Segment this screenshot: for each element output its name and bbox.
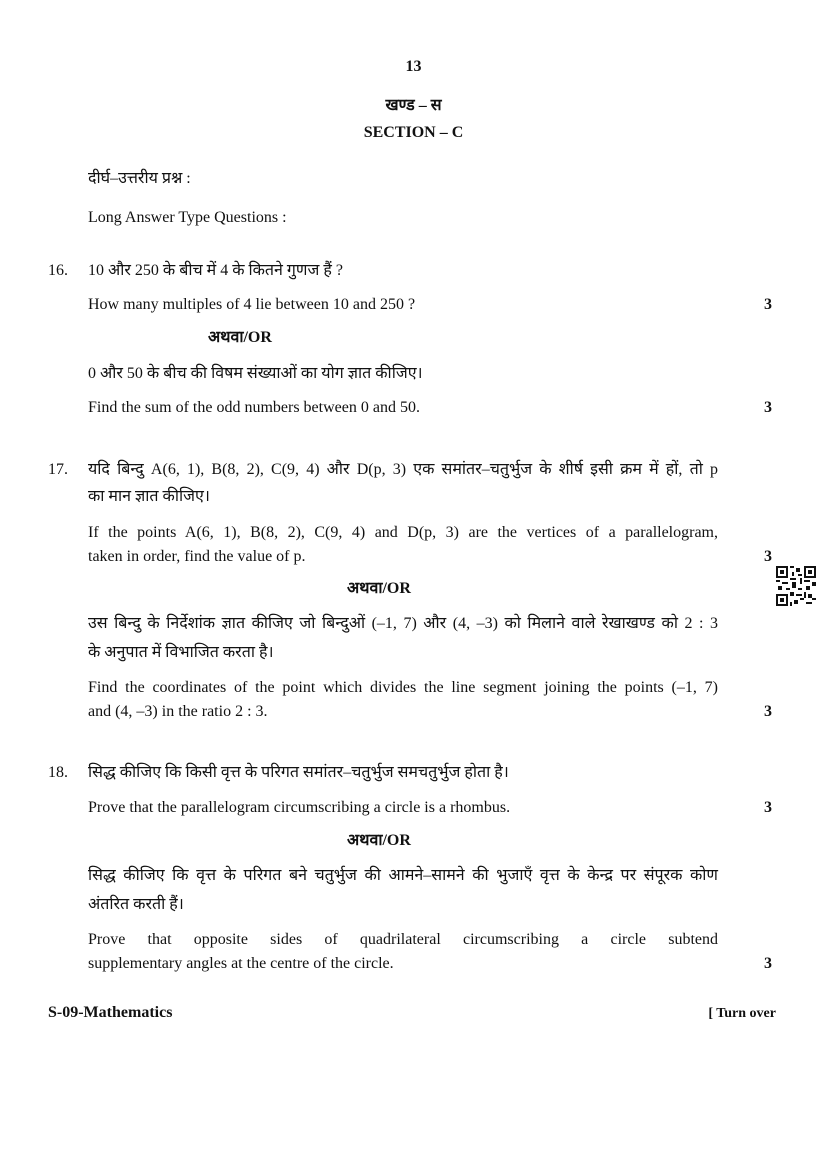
question-hindi-line-1: यदि बिन्दु A(6, 1), B(8, 2), C(9, 4) और D(p, 3) एक समांतर–चतुर्भुज के शीर्ष इसी क्रम में हों, तो p: [88, 461, 718, 478]
alt-question-hindi-line-1: सिद्ध कीजिए कि वृत्त के परिगत बने चतुर्भुज की आमने–सामने की भुजाएँ वृत्त के केन्द्र पर संपूरक कोण: [88, 867, 718, 884]
alt-question-english: Find the sum of the odd numbers between 0 and 50.: [88, 399, 420, 416]
question-hindi: 10 और 250 के बीच में 4 के कितने गुणज हैं ?: [88, 262, 343, 279]
alt-question-english-line-1: Find the coordinates of the point which divides the line segment joining the points (–1, 7): [88, 679, 718, 696]
or-label: अथवा/OR: [347, 832, 411, 849]
intro-english: Long Answer Type Questions :: [88, 209, 287, 226]
qr-code-icon: [776, 566, 816, 606]
question-number: 16.: [48, 262, 68, 279]
question-english-line-2: taken in order, find the value of p.: [88, 548, 306, 565]
marks: 3: [764, 399, 772, 416]
marks: 3: [764, 548, 772, 565]
question-hindi: सिद्ध कीजिए कि किसी वृत्त के परिगत समांतर–चतुर्भुज समचतुर्भुज होता है।: [88, 764, 509, 781]
alt-question-english-line-2: and (4, –3) in the ratio 2 : 3.: [88, 703, 268, 720]
intro-hindi: दीर्घ–उत्तरीय प्रश्न :: [88, 170, 191, 187]
marks: 3: [764, 703, 772, 720]
alt-question-hindi: 0 और 50 के बीच की विषम संख्याओं का योग ज्ञात कीजिए।: [88, 365, 423, 382]
or-label: अथवा/OR: [208, 329, 272, 346]
question-english: Prove that the parallelogram circumscribing a circle is a rhombus.: [88, 799, 511, 816]
footer-turn-over: [ Turn over: [708, 1006, 776, 1021]
marks: 3: [764, 799, 772, 816]
marks: 3: [764, 955, 772, 972]
alt-question-hindi-line-2: के अनुपात में विभाजित करता है।: [88, 644, 274, 661]
alt-question-hindi-line-2: अंतरित करती हैं।: [88, 896, 184, 913]
alt-question-hindi-line-1: उस बिन्दु के निर्देशांक ज्ञात कीजिए जो बिन्दुओं (–1, 7) और (4, –3) को मिलाने वाले रेखाखण्ड को 2 : 3: [88, 615, 718, 632]
page-number: 13: [405, 58, 422, 75]
or-label: अथवा/OR: [347, 580, 411, 597]
section-title-hindi: खण्ड – स: [385, 97, 442, 114]
marks: 3: [764, 296, 772, 313]
question-hindi-line-2: का मान ज्ञात कीजिए।: [88, 488, 210, 505]
footer-subject-code: S-09-Mathematics: [48, 1004, 173, 1021]
question-number: 18.: [48, 764, 68, 781]
question-english: How many multiples of 4 lie between 10 and 250 ?: [88, 296, 416, 313]
question-english-line-1: If the points A(6, 1), B(8, 2), C(9, 4) and D(p, 3) are the vertices of a parallelogram,: [88, 524, 718, 541]
alt-question-english-line-1: Prove that opposite sides of quadrilateral circumscribing a circle subtend: [88, 931, 718, 948]
section-title: SECTION – C: [363, 124, 464, 141]
question-number: 17.: [48, 461, 68, 478]
alt-question-english-line-2: supplementary angles at the centre of the circle.: [88, 955, 394, 972]
